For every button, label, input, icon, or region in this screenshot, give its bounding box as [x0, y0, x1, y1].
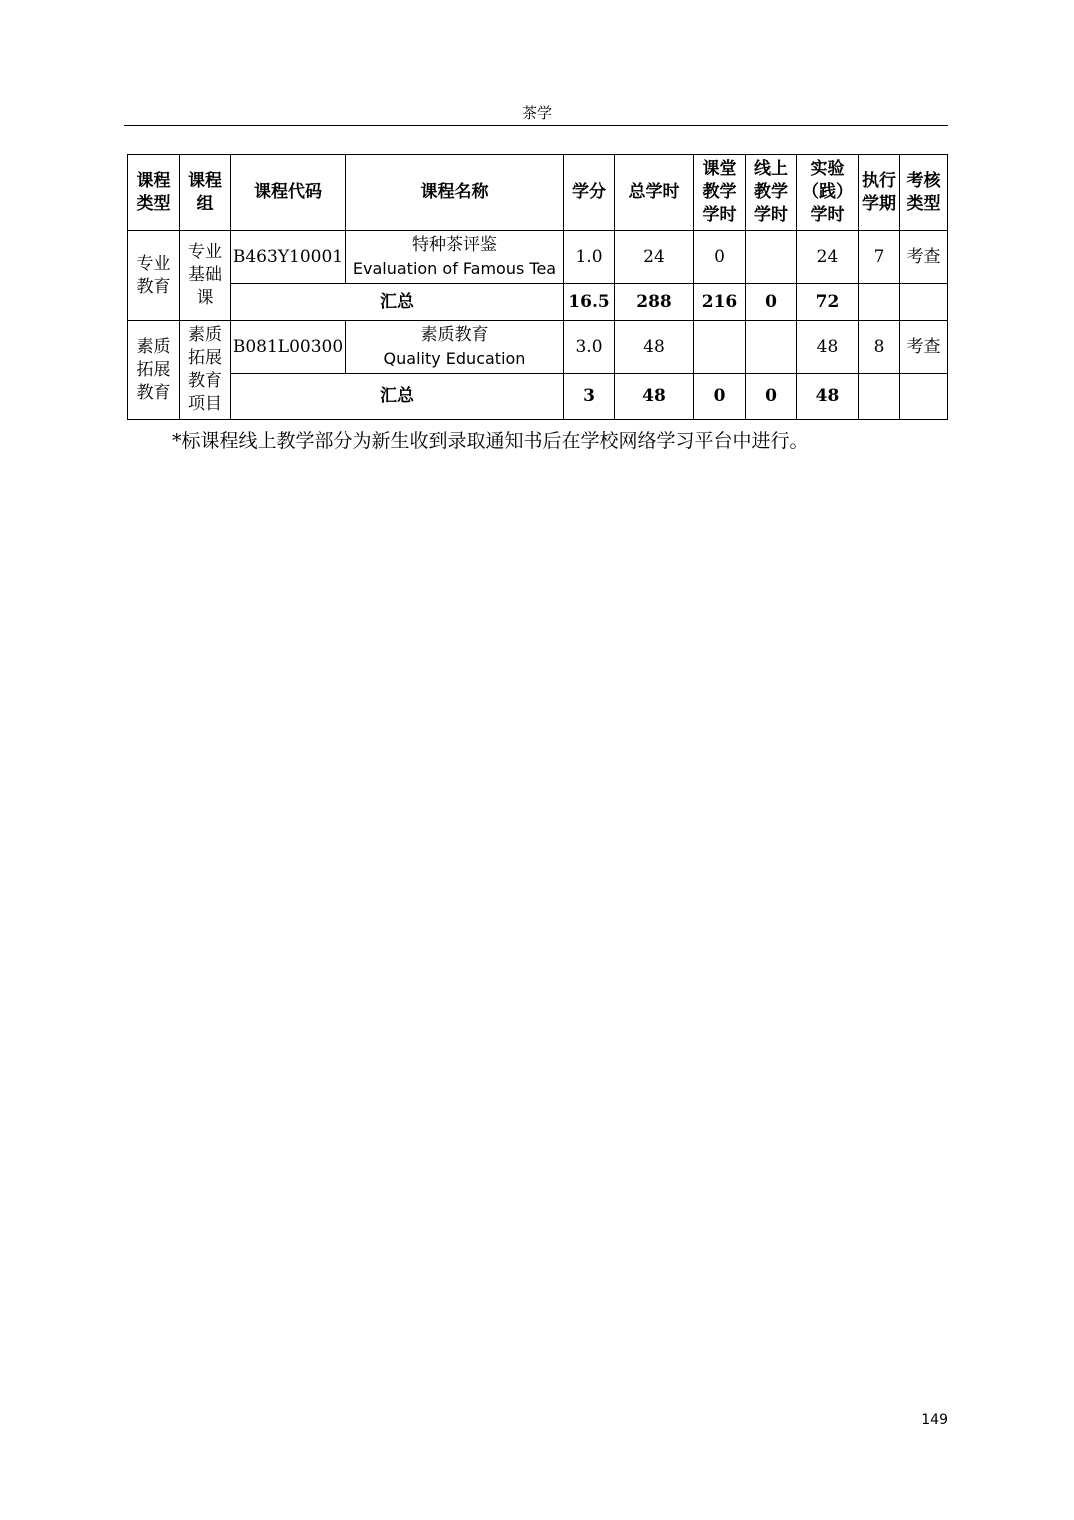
- header-course-code: 课程代码: [231, 155, 346, 231]
- summary-label: 汇总: [231, 284, 564, 321]
- summary-label: 汇总: [231, 374, 564, 420]
- summary-online-hours: 0: [746, 374, 797, 420]
- lab-hours-cell: 24: [797, 231, 859, 284]
- course-code-cell: B463Y10001: [231, 231, 346, 284]
- course-type-cell: 专业教育: [128, 231, 180, 321]
- course-group-cell: 素质拓展教育项目: [180, 321, 231, 420]
- course-code-cell: B081L00300: [231, 321, 346, 374]
- page-header-title: 茶学: [521, 104, 552, 122]
- course-name-en: Evaluation of Famous Tea: [352, 259, 557, 278]
- header-credit: 学分: [564, 155, 615, 231]
- header-course-name: 课程名称: [346, 155, 564, 231]
- page-number: 149: [921, 1412, 948, 1428]
- credit-cell: 1.0: [564, 231, 615, 284]
- summary-row: [128, 374, 948, 420]
- header-online-hours: 线上教学学时: [746, 155, 797, 231]
- header-class-hours: 课堂教学学时: [694, 155, 746, 231]
- course-name-cell: [346, 231, 564, 284]
- summary-lab-hours: 72: [797, 284, 859, 321]
- total-hours-cell: 48: [615, 321, 694, 374]
- header-divider: [124, 125, 948, 126]
- course-name-en: Quality Education: [383, 349, 526, 368]
- header-course-group: 课程组: [180, 155, 231, 231]
- class-hours-cell: [694, 321, 746, 374]
- summary-credit: 3: [564, 374, 615, 420]
- summary-total-hours: 288: [615, 284, 694, 321]
- summary-class-hours: 216: [694, 284, 746, 321]
- summary-row: [128, 284, 948, 321]
- curriculum-table: [127, 154, 948, 420]
- header-lab-hours: 实验（践）学时: [797, 155, 859, 231]
- online-hours-cell: [746, 231, 797, 284]
- summary-assessment: [900, 374, 948, 420]
- summary-assessment: [900, 284, 948, 321]
- summary-semester: [859, 284, 900, 321]
- summary-total-hours: 48: [615, 374, 694, 420]
- assessment-cell: 考查: [900, 231, 948, 284]
- semester-cell: 8: [859, 321, 900, 374]
- header-total-hours: 总学时: [615, 155, 694, 231]
- online-hours-cell: [746, 321, 797, 374]
- class-hours-cell: 0: [694, 231, 746, 284]
- header-semester: 执行学期: [859, 155, 900, 231]
- summary-credit: 16.5: [564, 284, 615, 321]
- table-row: [128, 231, 948, 284]
- course-name-cn: 素质教育: [420, 325, 489, 345]
- header-assessment: 考核类型: [900, 155, 948, 231]
- lab-hours-cell: 48: [797, 321, 859, 374]
- summary-semester: [859, 374, 900, 420]
- table-header-row: [128, 155, 948, 231]
- table-footnote: *标课程线上教学部分为新生收到录取通知书后在学校网络学习平台中进行。: [172, 430, 809, 452]
- course-name-cn: 特种茶评鉴: [412, 235, 497, 255]
- total-hours-cell: 24: [615, 231, 694, 284]
- credit-cell: 3.0: [564, 321, 615, 374]
- course-name-cell: [346, 321, 564, 374]
- summary-online-hours: 0: [746, 284, 797, 321]
- summary-class-hours: 0: [694, 374, 746, 420]
- summary-lab-hours: 48: [797, 374, 859, 420]
- table-row: [128, 321, 948, 374]
- header-course-type: 课程类型: [128, 155, 180, 231]
- semester-cell: 7: [859, 231, 900, 284]
- assessment-cell: 考查: [900, 321, 948, 374]
- course-type-cell: 素质拓展教育: [128, 321, 180, 420]
- course-group-cell: 专业基础课: [180, 231, 231, 321]
